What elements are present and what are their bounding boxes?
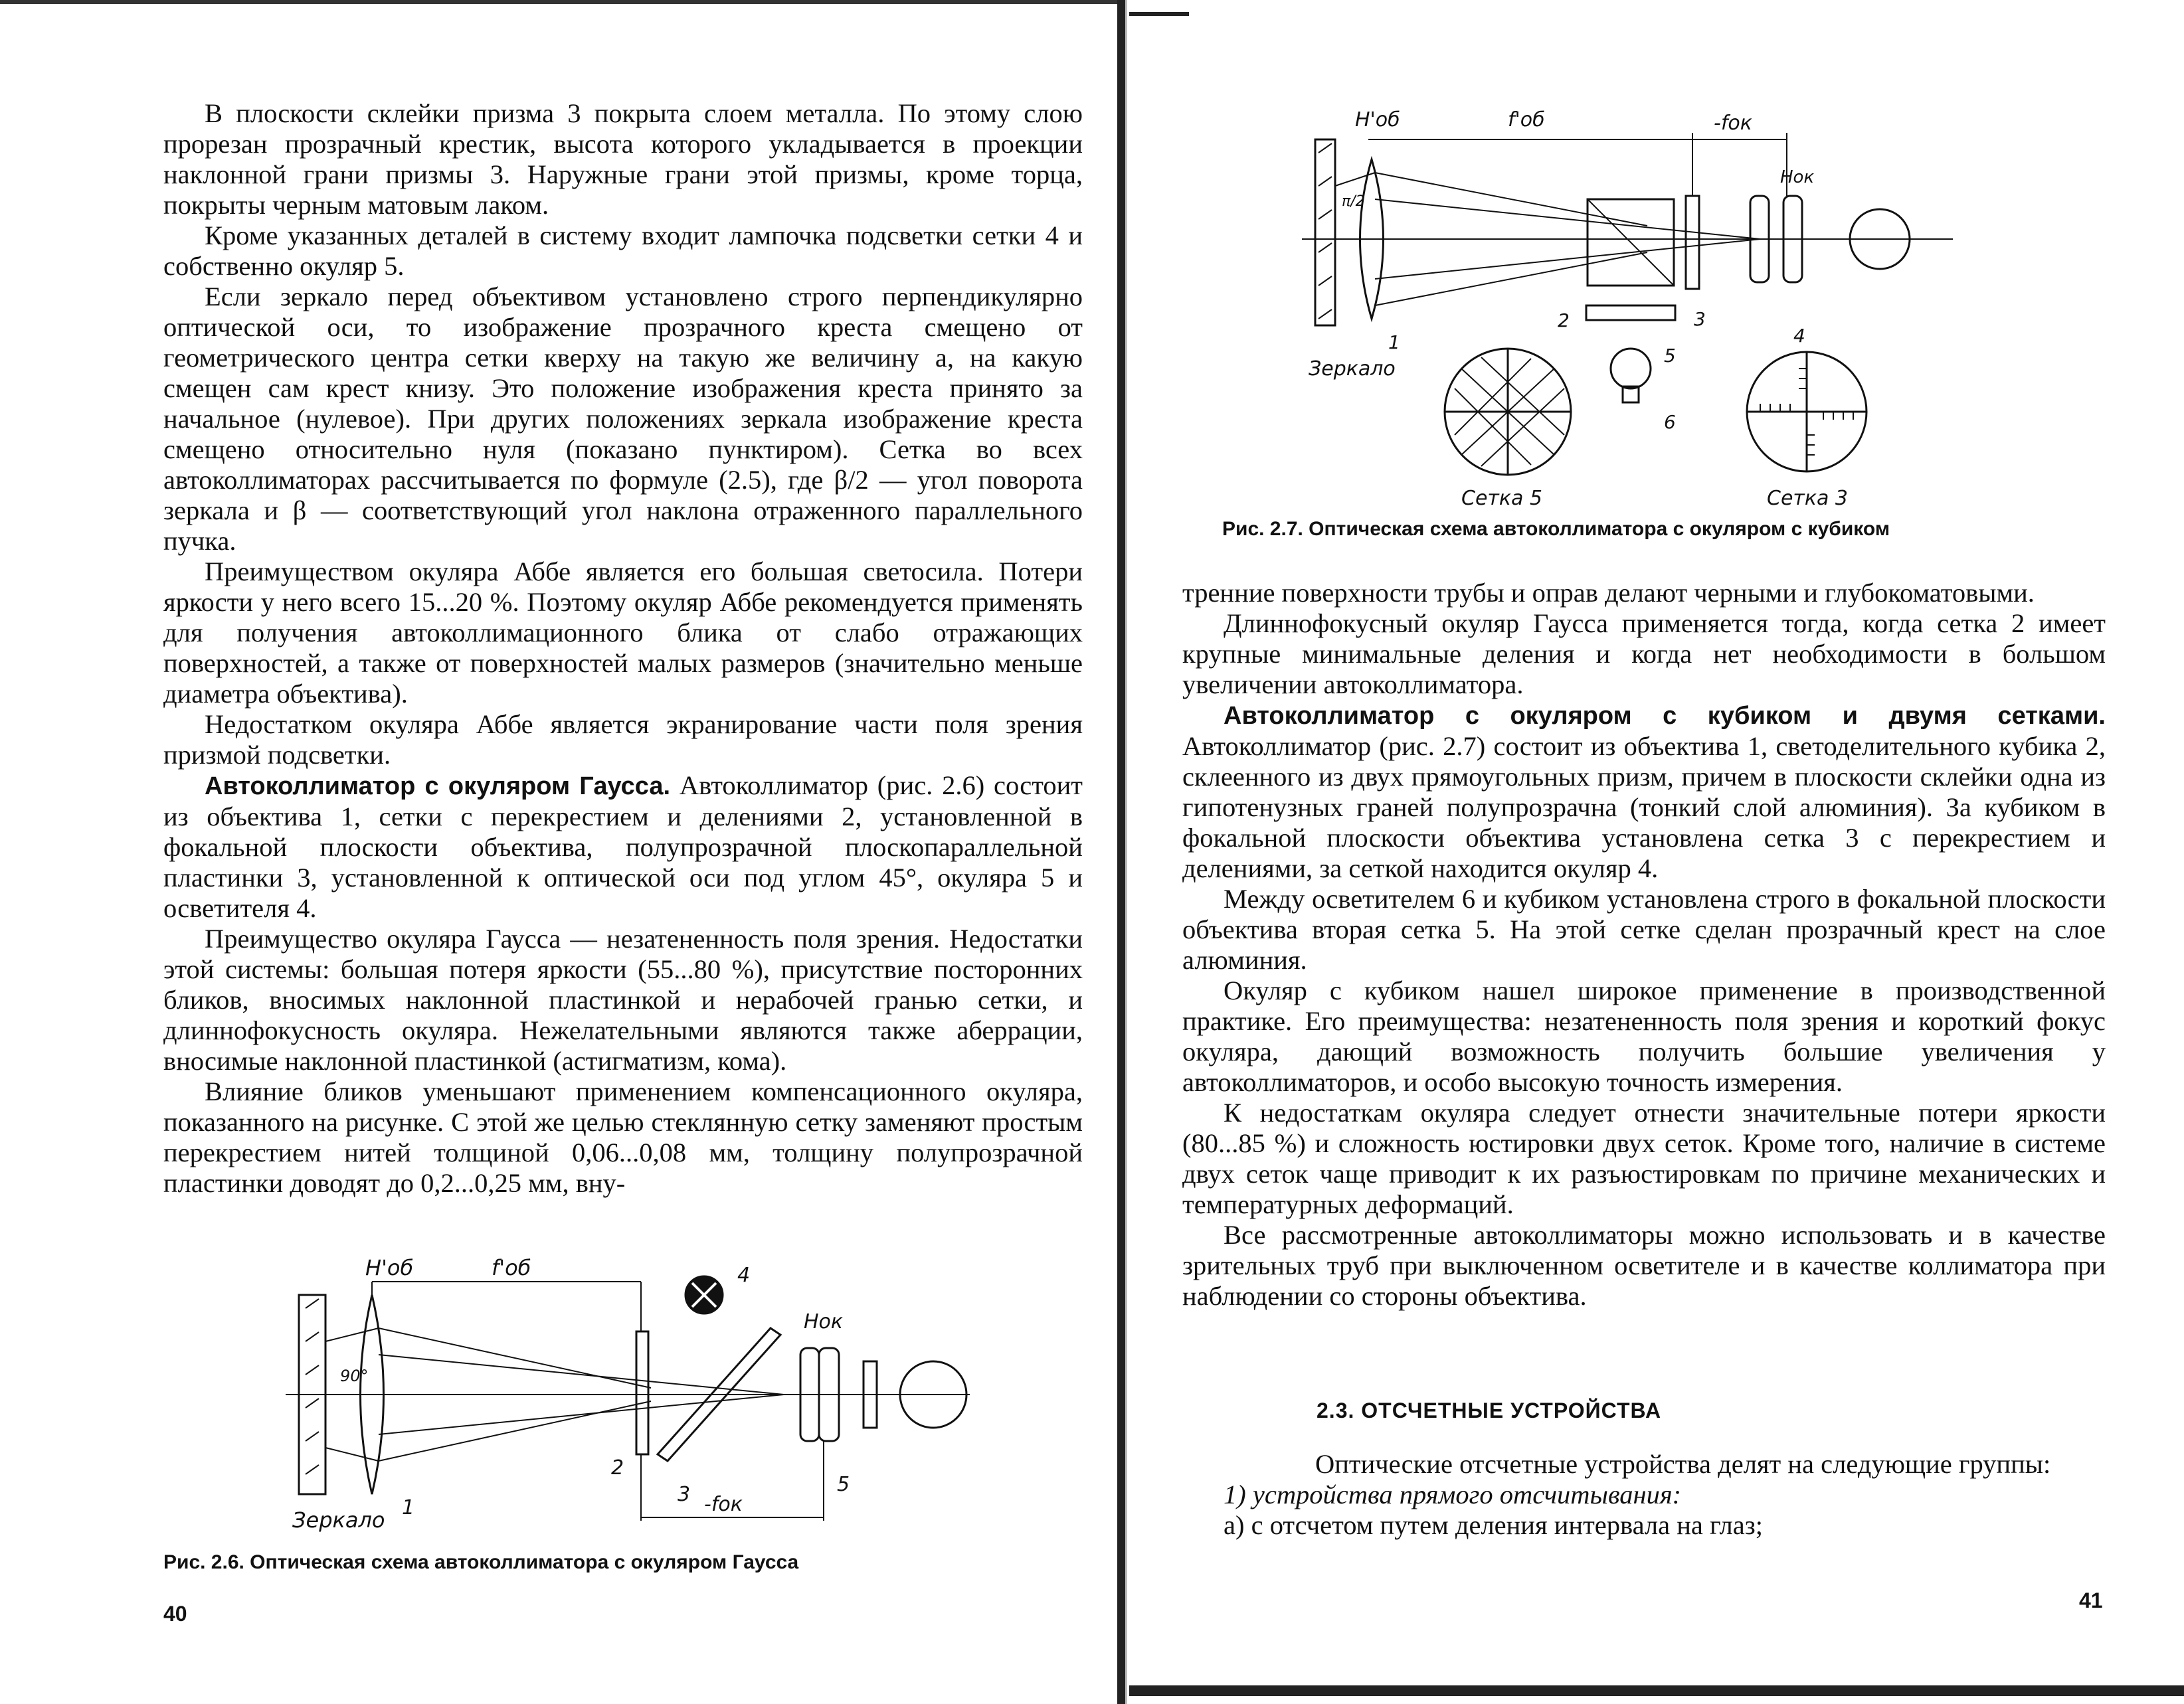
left-paragraph: Если зеркало перед объективом установлено строго перпендикулярно оптической оси, то изображение прозрачного креста смещено от геометрического центра сетки кверху на такую же величину a, на какую смещен сам крест книзу. Это положение изображения креста принято за начальное (нулевое). При других положениях зеркала изображение креста смещено относительно нуля (показано пунктиром). Сетка во всех автоколлиматорах рассчитывается по формуле (2.5), где β/2 — угол поворота зеркала и β — соответствующий угол наклона отраженного параллельного пучка.	[163, 282, 1083, 556]
right-paragraph: Длиннофокусный окуляр Гаусса применяется тогда, когда сетка 2 имеет крупные минимальные деления и когда нет необходимости в большом увеличении автоколлиматора.	[1182, 608, 2106, 699]
right-paragraph: Окуляр с кубиком нашел широкое применение в производственной практике. Его преимущества: незатененность поля зрения и короткий фокус окуляра, дающий возможность получить большие увеличения у автоколлиматоров, и особо высокую точность измерения.	[1182, 976, 2106, 1097]
label-h-ok: Hок	[1780, 167, 1815, 187]
label-f-ob: f'об	[492, 1255, 531, 1280]
label-4: 4	[737, 1264, 751, 1287]
gauss-text: Автоколлиматор (рис. 2.6) состоит из объектива 1, сетки с перекрестием и делениями 2, установленной в фокальной плоскости объектива, полупрозрачной плоскопараллельной пластинки 3, установленной к оптической оси под углом 45°, окуляра 5 и осветителя 4.	[163, 770, 1083, 923]
label-5: 5	[837, 1473, 850, 1496]
section-heading: 2.3. ОТСЧЕТНЫЕ УСТРОЙСТВА	[1317, 1399, 1662, 1422]
gauss-paragraph	[163, 770, 1083, 924]
right-paragraph: тренние поверхности трубы и оправ делают черными и глубокоматовыми.	[1182, 578, 2035, 608]
page-number-right: 41	[2079, 1588, 2103, 1612]
figure-2-6	[279, 1255, 983, 1541]
label-1: 1	[1388, 331, 1400, 353]
figure-caption-2-7: Рис. 2.7. Оптическая схема автоколлиматора с окуляром с кубиком	[1222, 518, 1890, 540]
reticle-plate	[636, 1331, 648, 1454]
right-paragraph: Оптические отсчетные устройства делят на следующие группы:	[1315, 1449, 2051, 1479]
mirror-shape	[1315, 139, 1335, 325]
right-paragraph: К недостаткам окуляра следует отнести значительные потери яркости (80...85 %) и сложность юстировки двух сеток. Кроме того, наличие в системе двух сеток чаще приводит к их разъюстировкам по причине механических и температурных деформаций.	[1182, 1098, 2106, 1219]
right-paragraph: Между осветителем 6 и кубиком установлена строго в фокальной плоскости объектива вторая сетка 5. На этой сетке сделан прозрачный крест на слое алюминия.	[1182, 884, 2106, 975]
left-paragraph: Кроме указанных деталей в систему входит лампочка подсветки сетки 4 и собственно окуляр 5.	[163, 220, 1083, 281]
cube-paragraph	[1182, 700, 2106, 884]
label-2: 2	[611, 1456, 624, 1480]
label-h-ob: H'об	[1355, 108, 1400, 131]
left-paragraph: Влияние бликов уменьшают применением компенсационного окуляра, показанного на рисунке. С этой же целью стеклянную сетку заменяют простым перекрестием нитей толщиной 0,06...0,08 мм, толщину полупрозрачной пластинки доводят до 0,2...0,25 мм, вну-	[163, 1076, 1083, 1198]
left-paragraph: В плоскости склейки призма 3 покрыта слоем металла. По этому слою прорезан прозрачный крестик, высота которого укладывается в проекции наклонной грани призмы 3. Наружные грани этой призмы, кроме торца, покрыты черным матовым лаком.	[163, 98, 1083, 220]
right-page	[1123, 0, 2184, 1704]
label-6: 6	[1664, 411, 1676, 433]
lamp-icon	[1611, 349, 1651, 388]
label-4: 4	[1793, 325, 1805, 347]
list-item-2: а) с отсчетом путем деления интервала на глаз;	[1224, 1510, 1763, 1540]
figure-2-7	[1295, 106, 1959, 511]
label-f-ob: f'об	[1508, 108, 1545, 131]
label-3: 3	[678, 1483, 691, 1506]
cube-text: Автоколлиматор (рис. 2.7) состоит из объектива 1, светоделительного кубика 2, склеенного из двух прямоугольных призм, причем в плоскости склейки одна из гипотенузных граней полупрозрачна (тонкий слой алюминия). За кубиком в фокальной плоскости объектива установлена сетка 3 с перекрестием и делениями, за сеткой находится окуляр 4.	[1182, 731, 2106, 883]
figure-caption-2-6: Рис. 2.6. Оптическая схема автоколлиматора с окуляром Гаусса	[163, 1551, 799, 1573]
reticle-5	[1586, 305, 1675, 320]
label-grid-3: Сетка 3	[1767, 487, 1849, 510]
list-item	[1182, 1480, 2106, 1510]
right-text-block-2	[1182, 1449, 2106, 1541]
label-angle: π/2	[1342, 193, 1365, 210]
label-angle: 90°	[340, 1367, 369, 1385]
label-grid-5: Сетка 5	[1461, 487, 1543, 510]
right-paragraph: Все рассмотренные автоколлиматоры можно использовать и в качестве зрительных труб при выключенном осветителе и в качестве коллиматора при наблюдении со стороны объектива.	[1182, 1220, 2106, 1311]
label-1: 1	[402, 1496, 415, 1519]
left-paragraph: Преимущество окуляра Гаусса — незатененность поля зрения. Недостатки этой системы: большая потеря яркости (55...80 %), присутствие посторонних бликов, вносимых наклонной пластинкой и нерабочей гранью сетки, и длиннофокусность окуляра. Нежелательными являются также аберрации, вносимые наклонной пластинкой (астигматизм, кома).	[163, 924, 1083, 1076]
label-f-ok: -fок	[1714, 112, 1752, 135]
label-mirror: Зеркало	[292, 1507, 385, 1533]
label-mirror: Зеркало	[1309, 357, 1396, 381]
label-3: 3	[1694, 308, 1706, 330]
left-paragraph: Преимуществом окуляра Аббе является его большая светосила. Потери яркости у него всего 15...20 %. Поэтому окуляр Аббе рекомендуется применять для получения автоколлимационного блика от слабо отражающих поверхностей, а также от поверхностей малых размеров (значительно меньше диаметра объектива).	[163, 556, 1083, 709]
label-2: 2	[1558, 309, 1570, 331]
list-item-1: 1) устройства прямого отсчитывания:	[1224, 1480, 1682, 1509]
label-f-ok: -fок	[704, 1493, 743, 1516]
gauss-heading: Автоколлиматор с окуляром Гаусса.	[205, 772, 671, 800]
label-h-ob: H'об	[365, 1255, 414, 1280]
label-h-ok: Hок	[804, 1310, 844, 1333]
reticle-3	[1686, 196, 1699, 289]
cube-heading: Автоколлиматор с окуляром с кубиком и двумя сетками.	[1224, 702, 2106, 730]
label-5: 5	[1664, 345, 1676, 367]
left-text-block	[163, 98, 1083, 1199]
page-number-left: 40	[163, 1602, 187, 1626]
right-text-block	[1182, 578, 2106, 1312]
left-paragraph: Недостатком окуляра Аббе является экранирование части поля зрения призмой подсветки.	[163, 709, 1083, 770]
